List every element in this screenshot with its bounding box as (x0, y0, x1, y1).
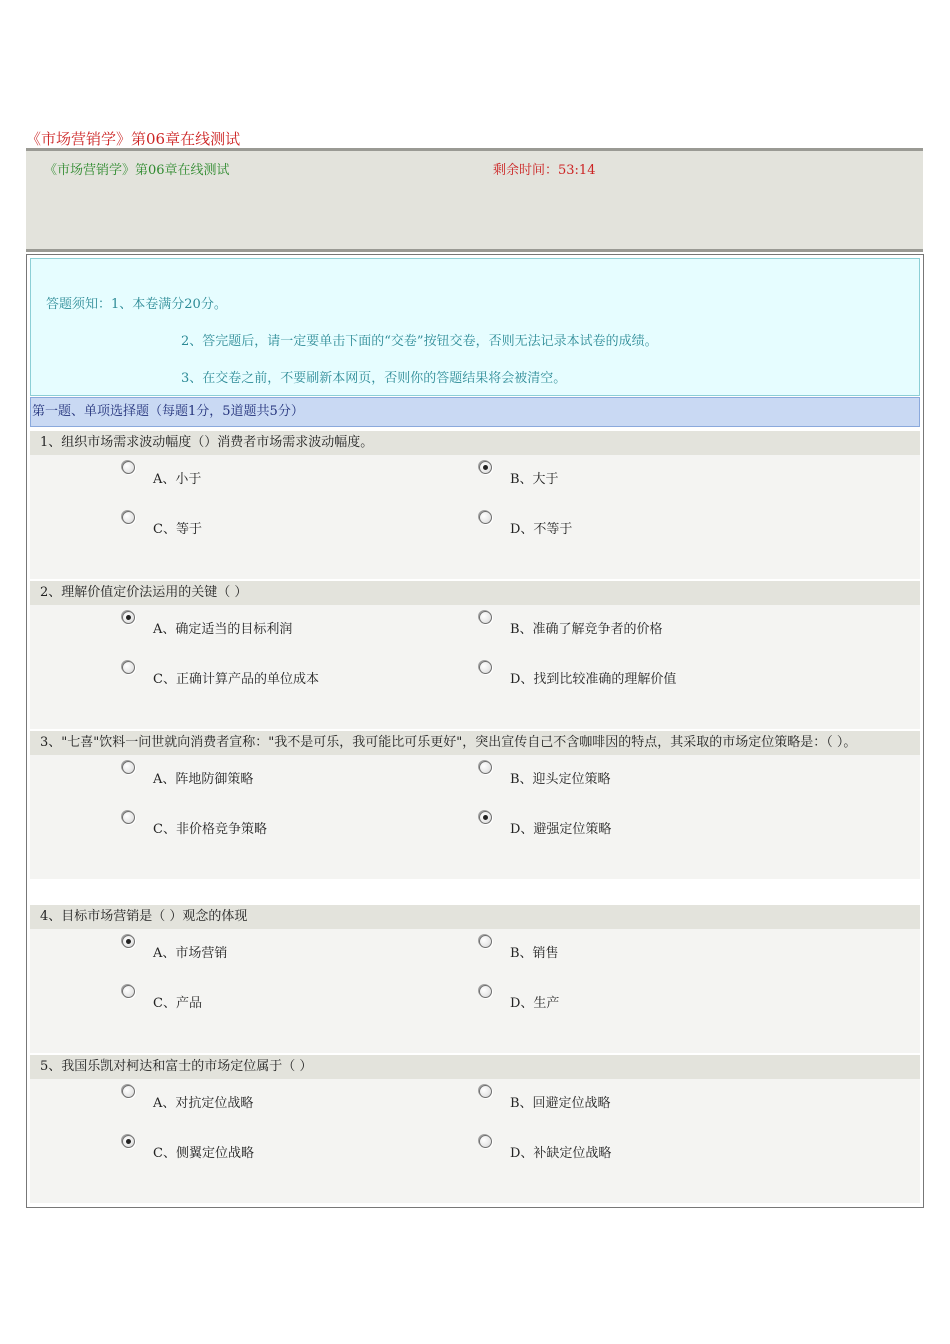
option-label: A、对抗定位战略 (153, 1096, 254, 1111)
answer-instructions (30, 258, 920, 396)
radio-button-icon[interactable] (479, 761, 492, 774)
option-c[interactable] (122, 985, 202, 1011)
option-label: D、生产 (510, 996, 560, 1011)
header-title: 《市场营销学》第06章在线测试 (44, 163, 230, 178)
option-label: B、准确了解竞争者的价格 (510, 622, 663, 637)
question-4 (30, 905, 920, 1053)
radio-button-icon[interactable] (122, 511, 135, 524)
option-label: A、确定适当的目标利润 (153, 622, 293, 637)
option-label: D、不等于 (510, 522, 573, 537)
instruction-line-1: 答题须知：1、本卷满分20分。 (46, 297, 227, 312)
option-label: C、正确计算产品的单位成本 (153, 672, 319, 687)
test-header (26, 148, 923, 252)
option-b[interactable] (479, 1085, 611, 1111)
exam-container (26, 254, 924, 1208)
option-d[interactable] (479, 661, 676, 687)
instruction-line-3: 3、在交卷之前，不要刷新本网页，否则你的答题结果将会被清空。 (181, 371, 567, 386)
option-a[interactable] (122, 611, 292, 637)
question-stem: 2、理解价值定价法运用的关键（ ） (30, 581, 920, 605)
question-stem: 4、目标市场营销是（ ）观念的体现 (30, 905, 920, 929)
radio-button-icon[interactable] (479, 985, 492, 998)
option-label: A、阵地防御策略 (153, 772, 254, 787)
option-d[interactable] (479, 985, 559, 1011)
remaining-time: 剩余时间：53:14 (493, 163, 596, 178)
radio-button-icon[interactable] (479, 811, 492, 824)
radio-button-icon[interactable] (479, 935, 492, 948)
option-b[interactable] (479, 935, 559, 961)
question-1 (30, 431, 920, 579)
option-label: B、大于 (510, 472, 559, 487)
option-a[interactable] (122, 935, 227, 961)
page-title: 《市场营销学》第06章在线测试 (26, 130, 241, 148)
option-a[interactable] (122, 761, 253, 787)
question-options (30, 1079, 920, 1203)
option-label: A、市场营销 (153, 946, 228, 961)
radio-button-icon[interactable] (479, 461, 492, 474)
option-c[interactable] (122, 511, 202, 537)
radio-button-icon[interactable] (122, 1085, 135, 1098)
question-stem: 5、我国乐凯对柯达和富士的市场定位属于（ ） (30, 1055, 920, 1079)
option-c[interactable] (122, 811, 267, 837)
option-label: D、找到比较准确的理解价值 (510, 672, 677, 687)
radio-button-icon[interactable] (479, 1085, 492, 1098)
option-label: B、迎头定位策略 (510, 772, 611, 787)
option-d[interactable] (479, 511, 572, 537)
option-d[interactable] (479, 811, 611, 837)
radio-button-icon[interactable] (122, 1135, 135, 1148)
radio-button-icon[interactable] (479, 661, 492, 674)
question-3 (30, 731, 920, 879)
radio-button-icon[interactable] (479, 511, 492, 524)
option-c[interactable] (122, 661, 319, 687)
option-label: D、避强定位策略 (510, 822, 612, 837)
question-5 (30, 1055, 920, 1203)
radio-button-icon[interactable] (479, 611, 492, 624)
option-label: A、小于 (153, 472, 202, 487)
radio-button-icon[interactable] (122, 611, 135, 624)
option-a[interactable] (122, 1085, 253, 1111)
option-c[interactable] (122, 1135, 254, 1161)
radio-button-icon[interactable] (122, 985, 135, 998)
instruction-line-2: 2、答完题后，请一定要单击下面的“交卷”按钮交卷，否则无法记录本试卷的成绩。 (181, 334, 658, 349)
question-options (30, 755, 920, 879)
option-label: C、侧翼定位战略 (153, 1146, 254, 1161)
option-label: C、产品 (153, 996, 202, 1011)
option-a[interactable] (122, 461, 201, 487)
option-b[interactable] (479, 461, 559, 487)
option-label: C、等于 (153, 522, 202, 537)
question-stem: 1、组织市场需求波动幅度（）消费者市场需求波动幅度。 (30, 431, 920, 455)
question-options (30, 455, 920, 579)
radio-button-icon[interactable] (479, 1135, 492, 1148)
option-label: B、销售 (510, 946, 559, 961)
option-b[interactable] (479, 761, 611, 787)
option-label: B、回避定位战略 (510, 1096, 611, 1111)
option-label: D、补缺定位战略 (510, 1146, 612, 1161)
section-title: 第一题、单项选择题（每题1分，5道题共5分） (30, 397, 920, 427)
question-options (30, 929, 920, 1053)
option-label: C、非价格竞争策略 (153, 822, 267, 837)
question-2 (30, 581, 920, 729)
radio-button-icon[interactable] (122, 811, 135, 824)
option-b[interactable] (479, 611, 663, 637)
question-stem: 3、"七喜"饮料一问世就向消费者宣称："我不是可乐，我可能比可乐更好"，突出宣传自己不含咖啡因的特点，其采取的市场定位策略是：（ ）。 (30, 731, 920, 755)
radio-button-icon[interactable] (122, 661, 135, 674)
option-d[interactable] (479, 1135, 611, 1161)
radio-button-icon[interactable] (122, 461, 135, 474)
radio-button-icon[interactable] (122, 761, 135, 774)
radio-button-icon[interactable] (122, 935, 135, 948)
question-options (30, 605, 920, 729)
